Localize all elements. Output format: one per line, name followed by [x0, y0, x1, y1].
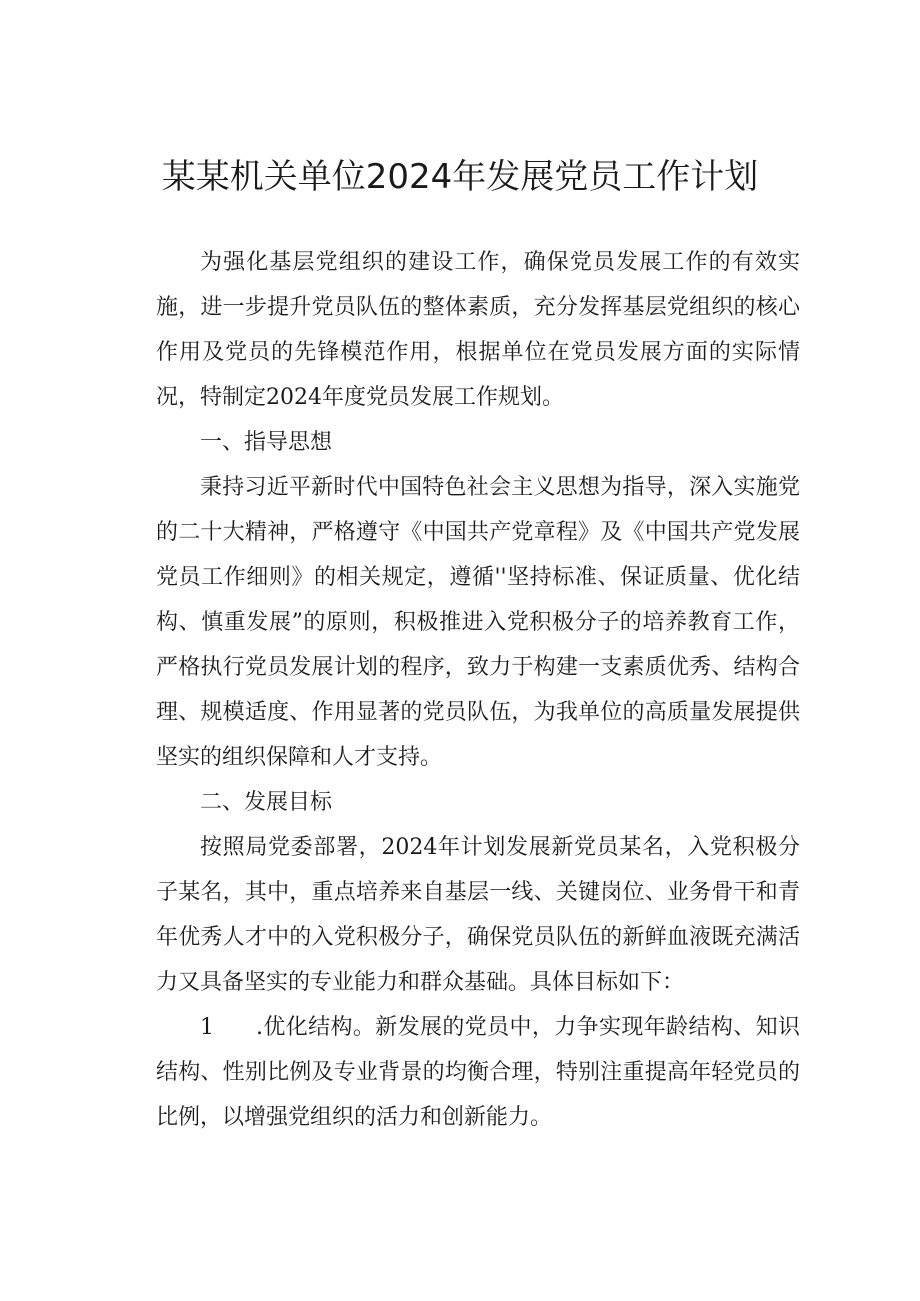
section-paragraph-guiding-ideology: 秉持习近平新时代中国特色社会主义思想为指导，深入实施党的二十大精神，严格遵守《中国共产党章程》及《中国共产党发展党员工作细则》的相关规定，遵循''坚持标准、保证质量、优化结构、慎重发展”的原则，积极推进入党积极分子的培养教育工作，严格执行党员发展计划的程序，致力于构建一支素质优秀、结构合理、规模适度、作用显著的党员队伍，为我单位的高质量发展提供坚实的组织保障和人才支持。 [156, 475, 800, 770]
document-title: 某某机关单位2024年发展党员工作计划 [161, 157, 759, 197]
list-item [156, 1005, 800, 1140]
section-paragraph-development-goals: 按照局党委部署，2024年计划发展新党员某名，入党积极分子某名，其中，重点培养来自基层一线、关键岗位、业务骨干和青年优秀人才中的入党积极分子，确保党员队伍的新鲜血液既充满活力又具备坚实的专业能力和群众基础。具体目标如下： [156, 835, 800, 995]
document-body [156, 240, 800, 1140]
section-heading-development-goals: 二、发展目标 [200, 790, 333, 815]
section-heading-guiding-ideology: 一、指导思想 [200, 430, 333, 455]
list-item-number: 1 [200, 1015, 214, 1040]
list-item-text: .优化结构。新发展的党员中，力争实现年龄结构、知识结构、性别比例及专业背景的均衡合理，特别注重提高年轻党员的比例，以增强党组织的活力和创新能力。 [156, 1015, 800, 1130]
intro-paragraph: 为强化基层党组织的建设工作，确保党员发展工作的有效实施，进一步提升党员队伍的整体素质，充分发挥基层党组织的核心作用及党员的先锋模范作用，根据单位在党员发展方面的实际情况，特制定2024年度党员发展工作规划。 [156, 250, 800, 410]
